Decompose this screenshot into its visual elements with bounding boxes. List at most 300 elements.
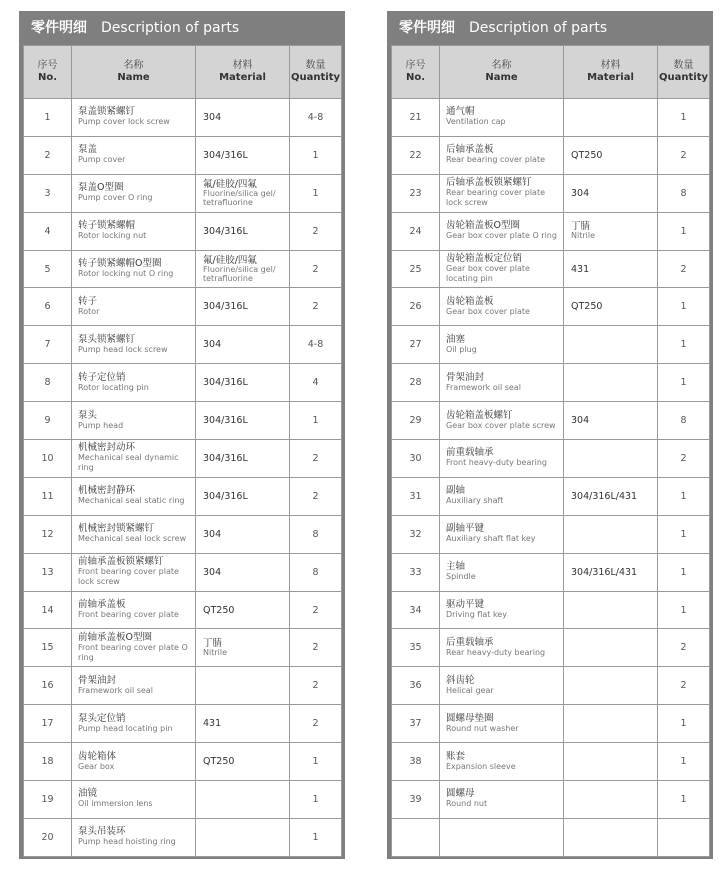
part-quantity: 2 <box>658 667 710 705</box>
part-name-cell <box>72 364 196 402</box>
part-quantity: 2 <box>290 288 342 326</box>
table-row <box>392 477 710 515</box>
part-quantity: 1 <box>658 553 710 591</box>
part-material: 304 <box>203 566 222 578</box>
part-material-cell <box>564 288 658 326</box>
part-quantity: 2 <box>290 250 342 288</box>
part-quantity: 1 <box>290 136 342 174</box>
part-number: 20 <box>24 818 72 856</box>
table-row <box>24 553 342 591</box>
table-row <box>392 781 710 819</box>
part-name-zh: 斜齿轮 <box>446 674 475 686</box>
part-material: 304/316L <box>203 301 248 313</box>
part-name-cell <box>72 250 196 288</box>
part-name-en: Framework oil seal <box>446 382 521 392</box>
header-no <box>392 46 440 99</box>
panel-title-zh: 零件明细 <box>399 20 455 36</box>
part-name-zh: 泵头锁紧螺钉 <box>78 333 136 345</box>
part-number: 37 <box>392 705 440 743</box>
part-quantity: 1 <box>658 212 710 250</box>
part-quantity: 1 <box>658 705 710 743</box>
part-quantity: 2 <box>290 591 342 629</box>
table-row <box>24 743 342 781</box>
part-material-cell <box>196 553 290 591</box>
header-name-zh: 名称 <box>123 60 144 71</box>
part-name-en: Mechanical seal dynamic ring <box>78 453 179 473</box>
part-name-en: Mechanical seal static ring <box>78 496 185 506</box>
part-material-en: Nitrile <box>203 647 227 657</box>
part-quantity: 2 <box>658 250 710 288</box>
part-name-cell <box>72 212 196 250</box>
part-material-en: Fluorine/silica gel/ tetrafluorine <box>203 188 276 207</box>
part-quantity: 2 <box>290 440 342 478</box>
part-material-cell <box>196 818 290 856</box>
part-name-en: Front bearing cover plate lock screw <box>78 567 179 587</box>
part-name-en: Rear bearing cover plate <box>446 155 546 165</box>
part-quantity: 2 <box>290 705 342 743</box>
part-number <box>392 818 440 856</box>
part-quantity: 4-8 <box>290 99 342 137</box>
part-material-cell <box>196 250 290 288</box>
part-name-zh: 泵盖 <box>78 144 98 156</box>
part-name-en: Rotor locking nut <box>78 231 147 241</box>
table-row <box>24 591 342 629</box>
part-name-en: Expansion sleeve <box>446 761 516 771</box>
table-row <box>392 99 710 137</box>
part-material-cell <box>196 667 290 705</box>
part-material: 丁腈 <box>571 221 591 233</box>
part-name-zh: 前轴承盖板 <box>78 599 126 611</box>
part-material: QT250 <box>203 756 235 768</box>
table-row <box>392 326 710 364</box>
table-row <box>392 440 710 478</box>
part-number: 25 <box>392 250 440 288</box>
part-name-en: Driving flat key <box>446 610 507 620</box>
part-material-cell <box>564 477 658 515</box>
table-row <box>24 818 342 856</box>
part-name-cell <box>440 250 564 288</box>
part-name-zh: 骨架油封 <box>78 674 117 686</box>
table-row <box>24 629 342 667</box>
part-name-cell <box>440 667 564 705</box>
part-name-cell <box>440 136 564 174</box>
part-material: 431 <box>203 718 222 730</box>
header-no-en: No. <box>37 72 58 83</box>
part-number: 29 <box>392 402 440 440</box>
part-number: 17 <box>24 705 72 743</box>
part-number: 19 <box>24 781 72 819</box>
part-number: 33 <box>392 553 440 591</box>
part-material-cell <box>564 174 658 212</box>
table-row <box>24 326 342 364</box>
part-material-en: Nitrile <box>571 231 595 241</box>
part-number: 7 <box>24 326 72 364</box>
part-name-zh: 机械密封静环 <box>78 485 136 497</box>
part-name-zh: 泵头定位销 <box>78 712 126 724</box>
part-name-cell <box>72 288 196 326</box>
header-no-zh: 序号 <box>37 60 58 71</box>
part-name-cell <box>440 99 564 137</box>
part-number: 31 <box>392 477 440 515</box>
table-row <box>24 477 342 515</box>
part-name-en: Gear box cover plate O ring <box>446 231 557 241</box>
part-material-cell <box>196 781 290 819</box>
part-quantity: 1 <box>658 591 710 629</box>
part-material-cell <box>564 250 658 288</box>
table-row <box>24 781 342 819</box>
part-material-en: Fluorine/silica gel/ tetrafluorine <box>203 264 276 283</box>
part-number: 35 <box>392 629 440 667</box>
part-material-cell <box>564 629 658 667</box>
part-material-cell <box>196 591 290 629</box>
part-quantity: 2 <box>658 440 710 478</box>
table-row <box>24 99 342 137</box>
part-name-en: Pump head locating pin <box>78 723 173 733</box>
part-quantity: 1 <box>658 743 710 781</box>
part-quantity: 1 <box>658 364 710 402</box>
part-quantity <box>658 818 710 856</box>
parts-table <box>23 45 342 857</box>
parts-panel-left <box>19 11 345 859</box>
part-quantity: 1 <box>658 288 710 326</box>
part-name-cell <box>440 818 564 856</box>
part-name-zh: 转子定位销 <box>78 371 126 383</box>
table-row <box>24 515 342 553</box>
table-row <box>24 667 342 705</box>
part-name-cell <box>440 477 564 515</box>
part-name-en: Gear box cover plate <box>446 306 530 316</box>
part-quantity: 2 <box>290 667 342 705</box>
part-name-zh: 后重载轴承 <box>446 636 494 648</box>
part-number: 11 <box>24 477 72 515</box>
part-quantity: 4 <box>290 364 342 402</box>
panel-title <box>19 11 345 45</box>
part-name-en: Spindle <box>446 572 476 582</box>
part-name-cell <box>72 99 196 137</box>
part-material: 氟/硅胶/四氟 <box>203 254 257 266</box>
part-quantity: 2 <box>290 212 342 250</box>
part-name-cell <box>72 174 196 212</box>
part-name-cell <box>72 136 196 174</box>
part-material: 431 <box>571 263 590 275</box>
part-name-zh: 油塞 <box>446 333 466 345</box>
part-material: QT250 <box>571 301 603 313</box>
part-name-zh: 齿轮箱盖板O型圈 <box>446 220 520 232</box>
part-material-cell <box>564 591 658 629</box>
part-number: 36 <box>392 667 440 705</box>
part-quantity: 1 <box>658 781 710 819</box>
header-material-en: Material <box>219 72 266 83</box>
part-number: 9 <box>24 402 72 440</box>
part-material: 304 <box>571 187 590 199</box>
part-name-zh: 通气帽 <box>446 106 475 118</box>
part-name-en: Pump head <box>78 420 124 430</box>
part-name-cell <box>72 818 196 856</box>
part-name-zh: 机械密封动环 <box>78 442 136 454</box>
part-quantity: 1 <box>658 477 710 515</box>
part-material-cell <box>564 440 658 478</box>
part-name-cell <box>440 553 564 591</box>
part-name-cell <box>72 743 196 781</box>
part-material-cell <box>196 364 290 402</box>
header-name <box>72 46 196 99</box>
header-no <box>24 46 72 99</box>
part-name-cell <box>72 402 196 440</box>
part-quantity: 8 <box>290 553 342 591</box>
part-material-cell <box>196 174 290 212</box>
part-name-cell <box>72 440 196 478</box>
part-name-en: Rotor <box>78 306 100 316</box>
part-name-en: Front heavy-duty bearing <box>446 458 548 468</box>
part-material-cell <box>196 743 290 781</box>
part-material: 丁腈 <box>203 637 223 649</box>
table-row <box>392 136 710 174</box>
part-name-zh: 账套 <box>446 750 466 762</box>
part-material-cell <box>196 629 290 667</box>
part-material-cell <box>196 705 290 743</box>
part-material: 氟/硅胶/四氟 <box>203 178 257 190</box>
part-material: 304/316L <box>203 225 248 237</box>
part-name-en: Pump head lock screw <box>78 344 168 354</box>
part-material-cell <box>196 288 290 326</box>
part-material-cell <box>564 364 658 402</box>
header-material-zh: 材料 <box>600 60 621 71</box>
part-name-cell <box>440 743 564 781</box>
part-material: 304/316L <box>203 490 248 502</box>
header-quantity <box>658 46 710 99</box>
part-material-cell <box>564 99 658 137</box>
part-name-cell <box>440 781 564 819</box>
part-material-cell <box>564 136 658 174</box>
part-material-cell <box>564 705 658 743</box>
part-name-en: Rear heavy-duty bearing <box>446 647 546 657</box>
part-name-en: Helical gear <box>446 685 494 695</box>
part-material-cell <box>564 743 658 781</box>
part-name-cell <box>72 667 196 705</box>
part-name-zh: 圆螺母垫圈 <box>446 712 494 724</box>
part-quantity: 8 <box>658 174 710 212</box>
part-quantity: 1 <box>658 99 710 137</box>
part-material-cell <box>196 99 290 137</box>
table-row <box>24 212 342 250</box>
part-name-en: Round nut washer <box>446 723 519 733</box>
part-quantity: 2 <box>658 136 710 174</box>
part-number: 32 <box>392 515 440 553</box>
part-name-en: Pump cover lock screw <box>78 117 170 127</box>
part-name-zh: 泵盖O型圈 <box>78 182 124 194</box>
part-quantity: 1 <box>658 326 710 364</box>
part-number: 8 <box>24 364 72 402</box>
part-name-zh: 副轴 <box>446 485 466 497</box>
part-material: 304 <box>203 111 222 123</box>
part-quantity: 2 <box>658 629 710 667</box>
part-material-cell <box>564 326 658 364</box>
part-number: 14 <box>24 591 72 629</box>
header-quantity-zh: 数量 <box>673 60 694 71</box>
part-name-cell <box>440 212 564 250</box>
part-name-cell <box>72 515 196 553</box>
panel-title-en: Description of parts <box>101 20 240 36</box>
part-material: 304 <box>203 339 222 351</box>
part-name-zh: 齿轮箱盖板定位销 <box>446 253 523 264</box>
header-no-en: No. <box>405 72 426 83</box>
part-name-cell <box>440 174 564 212</box>
part-name-en: Gear box cover plate screw <box>446 420 556 430</box>
part-name-en: Round nut <box>446 799 488 809</box>
part-material: 304/316L <box>203 452 248 464</box>
part-quantity: 4-8 <box>290 326 342 364</box>
part-material-cell <box>564 515 658 553</box>
part-name-cell <box>440 705 564 743</box>
part-name-cell <box>72 781 196 819</box>
part-name-en: Pump cover <box>78 155 126 165</box>
table-row <box>392 250 710 288</box>
header-quantity-zh: 数量 <box>305 60 326 71</box>
part-name-zh: 转子 <box>78 295 98 307</box>
part-number: 6 <box>24 288 72 326</box>
part-number: 39 <box>392 781 440 819</box>
part-material-cell <box>196 136 290 174</box>
part-name-cell <box>440 402 564 440</box>
part-name-en: Oil plug <box>446 344 477 354</box>
table-row <box>392 818 710 856</box>
part-material-cell <box>196 477 290 515</box>
part-material: 304 <box>203 528 222 540</box>
part-number: 5 <box>24 250 72 288</box>
header-name-zh: 名称 <box>491 60 512 71</box>
parts-panel-right <box>387 11 713 859</box>
part-name-cell <box>440 364 564 402</box>
table-row <box>24 364 342 402</box>
panel-title-en: Description of parts <box>469 20 608 36</box>
part-material-cell <box>564 667 658 705</box>
part-name-zh: 油镜 <box>78 788 98 800</box>
panel-title-zh: 零件明细 <box>31 20 87 36</box>
table-row <box>24 440 342 478</box>
part-material-cell <box>564 818 658 856</box>
table-row <box>24 288 342 326</box>
part-material: QT250 <box>203 604 235 616</box>
part-number: 4 <box>24 212 72 250</box>
part-quantity: 1 <box>658 515 710 553</box>
part-material: QT250 <box>571 149 603 161</box>
part-material-cell <box>564 553 658 591</box>
header-material-en: Material <box>587 72 634 83</box>
part-number: 30 <box>392 440 440 478</box>
part-name-cell <box>440 326 564 364</box>
table-row <box>392 364 710 402</box>
table-header-row <box>392 46 710 99</box>
part-quantity: 2 <box>290 629 342 667</box>
part-material-cell <box>196 326 290 364</box>
part-name-en: Pump cover O ring <box>78 193 153 203</box>
header-name-en: Name <box>117 72 150 83</box>
table-row <box>392 553 710 591</box>
part-name-cell <box>440 515 564 553</box>
part-number: 16 <box>24 667 72 705</box>
table-row <box>392 174 710 212</box>
part-number: 18 <box>24 743 72 781</box>
part-quantity: 1 <box>290 743 342 781</box>
part-name-cell <box>440 440 564 478</box>
part-material-cell <box>564 402 658 440</box>
part-name-zh: 圆螺母 <box>446 788 475 800</box>
part-name-en: Rotor locking nut O ring <box>78 269 174 278</box>
part-number: 13 <box>24 553 72 591</box>
table-header-row <box>24 46 342 99</box>
table-row <box>24 174 342 212</box>
part-name-zh: 机械密封锁紧螺钉 <box>78 523 155 535</box>
table-row <box>392 705 710 743</box>
part-name-en: Rotor locating pin <box>78 382 149 392</box>
part-quantity: 2 <box>290 477 342 515</box>
part-quantity: 8 <box>658 402 710 440</box>
part-material-cell <box>564 781 658 819</box>
part-name-cell <box>440 288 564 326</box>
table-row <box>24 402 342 440</box>
part-name-zh: 泵头 <box>78 409 98 421</box>
part-material-cell <box>196 212 290 250</box>
part-name-cell <box>72 553 196 591</box>
part-name-en: Gear box cover plate locating pin <box>446 264 530 283</box>
part-name-en: Front bearing cover plate O ring <box>78 642 188 662</box>
part-material: 304/316L <box>203 149 248 161</box>
header-quantity-en: Quantity <box>659 72 708 83</box>
part-quantity: 1 <box>290 818 342 856</box>
part-name-cell <box>72 477 196 515</box>
header-material-zh: 材料 <box>232 60 253 71</box>
part-name-en: Rear bearing cover plate lock screw <box>446 188 546 208</box>
part-name-en: Pump head hoisting ring <box>78 837 176 847</box>
part-number: 28 <box>392 364 440 402</box>
part-name-zh: 主轴 <box>446 561 466 573</box>
part-number: 34 <box>392 591 440 629</box>
part-material-cell <box>196 515 290 553</box>
part-name-en: Ventilation cap <box>446 117 506 127</box>
part-material: 304 <box>571 415 590 427</box>
part-name-zh: 泵头吊装环 <box>78 826 126 838</box>
part-name-zh: 驱动平键 <box>446 599 485 611</box>
part-name-zh: 副轴平键 <box>446 523 485 535</box>
part-name-zh: 齿轮箱盖板螺钉 <box>446 409 513 421</box>
part-name-cell <box>440 591 564 629</box>
part-name-zh: 转子锁紧螺帽O型圈 <box>78 258 162 269</box>
table-row <box>392 591 710 629</box>
part-name-cell <box>72 326 196 364</box>
part-material: 304/316L <box>203 415 248 427</box>
part-name-zh: 前轴承盖板锁紧螺钉 <box>78 556 164 568</box>
part-number: 1 <box>24 99 72 137</box>
part-material: 304/316L/431 <box>571 566 638 578</box>
part-material-cell <box>196 440 290 478</box>
part-number: 27 <box>392 326 440 364</box>
part-name-en: Mechanical seal lock screw <box>78 534 187 544</box>
table-row <box>24 250 342 288</box>
part-number: 26 <box>392 288 440 326</box>
table-row <box>392 743 710 781</box>
part-name-en: Auxiliary shaft <box>446 496 504 506</box>
part-material: 304/316L <box>203 377 248 389</box>
part-quantity: 8 <box>290 515 342 553</box>
header-name <box>440 46 564 99</box>
header-material <box>564 46 658 99</box>
part-number: 10 <box>24 440 72 478</box>
table-row <box>24 136 342 174</box>
table-row <box>392 212 710 250</box>
part-quantity: 1 <box>290 781 342 819</box>
table-row <box>392 515 710 553</box>
part-name-en: Gear box <box>78 761 115 771</box>
